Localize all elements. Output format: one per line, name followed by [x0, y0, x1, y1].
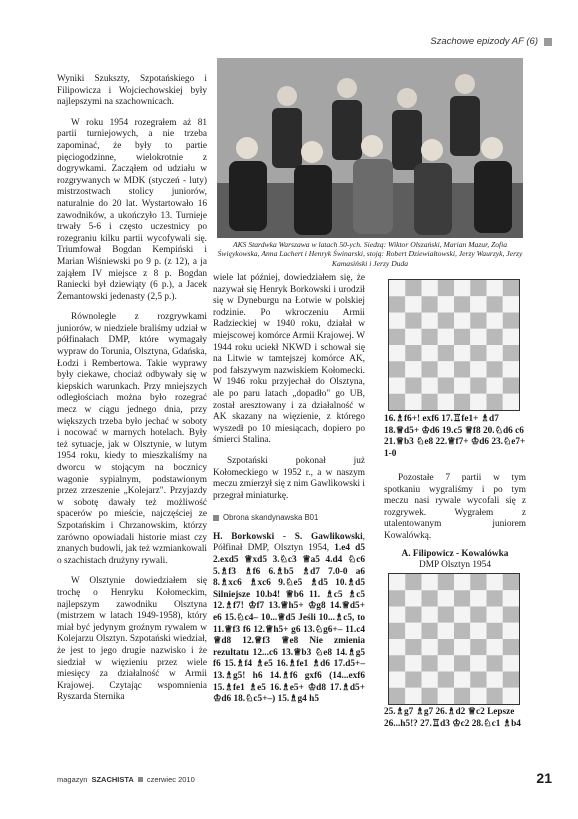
board-square — [470, 639, 486, 655]
footer-date: czerwiec 2010 — [146, 775, 195, 784]
board-square — [454, 329, 470, 345]
board-square — [389, 672, 405, 688]
board-square — [470, 345, 486, 361]
board-square — [487, 672, 503, 688]
board-square — [454, 345, 470, 361]
board-square — [487, 574, 503, 590]
board-square — [487, 688, 503, 704]
board-square — [438, 313, 454, 329]
board-square — [405, 394, 421, 410]
board-square — [389, 313, 405, 329]
header-square-icon — [544, 38, 552, 46]
board-square — [389, 688, 405, 704]
column-1 — [57, 74, 207, 713]
board-square — [389, 639, 405, 655]
board-square — [389, 329, 405, 345]
board-square — [389, 590, 405, 606]
board-square — [422, 394, 438, 410]
board-square — [503, 345, 519, 361]
board-square — [503, 672, 519, 688]
board-square — [438, 623, 454, 639]
board-square — [438, 280, 454, 296]
board-square — [454, 607, 470, 623]
header-title: Szachowe epizody AF (6) — [430, 36, 538, 47]
board-square — [438, 345, 454, 361]
board-square — [454, 280, 470, 296]
board-square — [422, 345, 438, 361]
board-square — [438, 378, 454, 394]
board-square — [503, 394, 519, 410]
board-square — [422, 607, 438, 623]
board-square — [438, 639, 454, 655]
board-square — [487, 590, 503, 606]
board-square — [405, 378, 421, 394]
opening-name: Obrona skandynawska B01 — [223, 513, 319, 523]
photo-caption: AKS Stardwka Warszawa w latach 50-ych. Siedzą: Wiktor Olszański, Marian Mazur, Zofia Święykowska, Anna Lachert i Henryk Świnarski, stoją: Robert Dziewiałtowski, Jerzy Waurzyk, Jerzy Kamasiński i Jerzy Duda — [217, 240, 523, 268]
board-square — [470, 590, 486, 606]
team-photo-image — [217, 58, 523, 238]
board-square — [470, 607, 486, 623]
paragraph: Równolegle z rozgrywkami juniorów, w niedziele braliśmy udział w półfinałach DMP, które wymagały wypraw do Torunia, Olsztyna, Gdańska, Łodzi i Rembertowa. Takie wyprawy były ciekawe, chociaż odbywały się w kiepskich warunkach. Przy mniejszych odległościach można było rozegrać mecz w ciągu jednego dnia, przy większych trzeba było jechać w soboty i nocować w marnych hotelach. Były też sytuacje, jak w Olsztynie, w lutym 1954 roku, kiedy to mieszkaliśmy na dworcu w stojącym na bocznicy wagonie sypialnym, podstawionym przez zrzeszenie „Kolejarz". Przyjazdy w sobotę dawały też możliwość spacerów po mieście, najczęściej ze Szpotańskim i Chrzanowskim, którzy zarówno opowiadali historie miast czy znanych budowli, jak też wzmiankowali o szachistach drużyny rywali. — [57, 312, 207, 566]
opening-label — [213, 512, 365, 524]
board-square — [470, 361, 486, 377]
board-square — [438, 688, 454, 704]
board-square — [422, 313, 438, 329]
board-square — [503, 639, 519, 655]
board-square — [470, 672, 486, 688]
footer-magazine-name: SZACHISTA — [91, 775, 134, 784]
page-number: 21 — [536, 770, 552, 786]
board-square — [487, 361, 503, 377]
board-square — [487, 639, 503, 655]
board-square — [454, 574, 470, 590]
board-square — [405, 623, 421, 639]
board-square — [422, 688, 438, 704]
board-square — [438, 296, 454, 312]
board-square — [389, 607, 405, 623]
board-square — [470, 296, 486, 312]
board-square — [487, 313, 503, 329]
board-square — [438, 574, 454, 590]
board-square — [503, 688, 519, 704]
board-square — [503, 313, 519, 329]
board-square — [405, 329, 421, 345]
board-square — [405, 574, 421, 590]
board-square — [422, 329, 438, 345]
board-square — [454, 672, 470, 688]
game-2-title: A. Filipowicz - Kowalówka — [401, 548, 509, 559]
board-square — [454, 296, 470, 312]
team-photo — [217, 58, 523, 238]
board-square — [438, 329, 454, 345]
board-square — [438, 655, 454, 671]
board-square — [487, 296, 503, 312]
board-square — [389, 345, 405, 361]
board-square — [454, 378, 470, 394]
board-square — [470, 280, 486, 296]
board-square — [405, 655, 421, 671]
board-square — [487, 378, 503, 394]
board-square — [503, 361, 519, 377]
board-square — [503, 296, 519, 312]
board-square — [438, 394, 454, 410]
board-square — [438, 672, 454, 688]
board-square — [405, 345, 421, 361]
opening-square-icon — [213, 515, 219, 521]
board-square — [503, 607, 519, 623]
board-square — [454, 394, 470, 410]
paragraph: Pozostałe 7 partii w tym spotkaniu wygraliśmy i po tym meczu nasi rywale wycofali się z rozgrywek. Wygrałem z utalentowanym juniorem Kowalówką. — [384, 473, 526, 541]
board-square — [503, 590, 519, 606]
board-square — [503, 329, 519, 345]
board-square — [470, 378, 486, 394]
game-2-event: DMP Olsztyn 1954 — [419, 560, 491, 571]
board-square — [405, 688, 421, 704]
board-square — [454, 639, 470, 655]
paragraph: Szpotański pokonał już Kołomeckiego w 1952 r., a w naszym meczu zmierzył się z nim Gawlikowski i przegrał miniaturkę. — [213, 455, 365, 501]
board-square — [405, 280, 421, 296]
board-square — [438, 590, 454, 606]
board-square — [487, 280, 503, 296]
board-square — [405, 313, 421, 329]
paragraph: Wyniki Szukszty, Szpotańskiego i Filipowicza i Wojciechowskiej były najlepszymi na szachownicach. — [57, 74, 207, 108]
board-square — [389, 574, 405, 590]
board-square — [389, 280, 405, 296]
board-square — [487, 345, 503, 361]
board-square — [405, 607, 421, 623]
board-square — [405, 296, 421, 312]
board-square — [503, 655, 519, 671]
board-square — [503, 378, 519, 394]
game-1-moves: 1.e4 d5 2.exd5 ♕xd5 3.♘c3 ♕a5 4.d4 ♘c6 5.♗f3 ♗f6 6.♗b5 ♗d7 7.0-0 a6 8.♗xc6 ♗xc6 9.♘e5 ♗d5 10.♗d5 Silniejsze 10.b4! ♕b6 11. ♗c5 ♗c5 12.♗f7! ♔f7 13.♕h5+ ♔g8 14.♕d5+ e6 15.♘c4– 10...♕d5 Jeśli 10...♗c5, to 11.♕f3 f6 12.♕h5+ g6 13.♘g6+– 11.c4 ♕d8 12.♕f3 ♕e8 Nie zmienia rezultatu 12...c6 13.♕b3 ♘e8 14.♗g5 f6 15.♗f4 ♗e5 16.♗fe1 ♗d6 17.d5+– 13.♗g5! h6 14.♗f6 gxf6 (14...exf6 15.♗fe1 ♗e5 16.♗e5+ ♔d8 17.♗d5+ ♔d6 18.♘c5+–) 15.♗g4 h5 — [213, 543, 365, 705]
chessboard-1-svg — [389, 280, 519, 410]
board-square — [454, 361, 470, 377]
board-square — [389, 623, 405, 639]
board-square — [422, 574, 438, 590]
board-square — [470, 394, 486, 410]
board-square — [389, 394, 405, 410]
board-square — [470, 313, 486, 329]
board-square — [470, 688, 486, 704]
board-square — [470, 623, 486, 639]
board-square — [422, 590, 438, 606]
board-square — [454, 623, 470, 639]
board-square — [454, 590, 470, 606]
board-square — [422, 296, 438, 312]
board-square — [454, 688, 470, 704]
column-3-text — [384, 473, 526, 572]
chess-diagram-2 — [388, 573, 520, 705]
board-square — [422, 655, 438, 671]
board-1-moves: 16.♗f6+! exf6 17.♖fe1+ ♗d7 18.♕d5+ ♔d6 19.c5 ♕f8 20.♘d6 c6 21.♕b3 ♘e8 22.♕f7+ ♔d6 23.♘e7+ 1-0 — [384, 414, 526, 459]
paragraph: wiele lat później, dowiedziałem się, że nazywał się Henryk Borkowski i urodził się w Dyneburgu na Łotwie w polskiej rodzinie. Po wkroczeniu Armii Radzieckiej w 1940 roku, działał w miejscowej komórce Armii Krajowej. W 1944 roku uciekł NKWD i schował się na Litwie w tamtejszej komórce AK, pod fałszywym nazwiskiem Kołomecki. W 1946 roku przyjechał do Olsztyna, ale po paru latach „dopadło" go UB, został aresztowany i za działalność w AK skazany na więzienie, z którego wyszedł po 10 miesiącach, dopiero po śmierci Stalina. — [213, 273, 365, 446]
board-square — [438, 361, 454, 377]
board-square — [454, 313, 470, 329]
footer — [57, 775, 195, 784]
board-square — [487, 329, 503, 345]
board-square — [487, 655, 503, 671]
board-square — [389, 655, 405, 671]
board-square — [422, 378, 438, 394]
board-square — [487, 607, 503, 623]
board-2-moves: 25.♗g7 ♗g7 26.♗d2 ♕c2 Lepsze 26...h5!? 27.♖d3 ♔c2 28.♘c1 ♗b4 — [384, 707, 521, 729]
board-square — [422, 361, 438, 377]
game-1-text — [213, 532, 365, 706]
board-square — [389, 296, 405, 312]
board-square — [405, 639, 421, 655]
board-square — [470, 574, 486, 590]
board-square — [503, 623, 519, 639]
game-1-event: , Półfinał DMP, Olsztyn 1954, — [213, 531, 365, 554]
chessboard-2-svg — [389, 574, 519, 704]
board-square — [503, 574, 519, 590]
board-square — [454, 655, 470, 671]
board-square — [422, 639, 438, 655]
board-square — [422, 623, 438, 639]
board-square — [389, 361, 405, 377]
board-square — [503, 280, 519, 296]
paragraph: W roku 1954 rozegrałem aż 81 partii turniejowych, a nie trzeba zapominać, że były to partie pięciogodzinne, wielokrotnie z dogrywkami. Zacząłem od udziału w rozgrywanych w MDK (styczeń - luty) mistrzostwach stolicy juniorów, naturalnie do 20 lat. Wystartowało 16 zawodników, a ukończyło 13. Turnieje trwały 5-6 i często uczestnicy po rozegraniu kilku partii wycofywali się. Triumfował Bogdan Kempiński i Marian Wiśniewski po 9 p. (z 12), a ja zająłem IV miejsce z 8 p. Bogdan Raniecki był dziewiąty (6 p.), a Jacek Żemantowski jedenasty (2,5 p.). — [57, 117, 207, 302]
board-square — [405, 590, 421, 606]
board-square — [405, 672, 421, 688]
board-square — [422, 280, 438, 296]
board-square — [470, 329, 486, 345]
footer-magazine: magazyn — [57, 775, 88, 784]
board-square — [405, 361, 421, 377]
game-1-header: H. Borkowski - S. Gawlikowski — [213, 531, 363, 542]
board-square — [422, 672, 438, 688]
board-square — [487, 394, 503, 410]
board-square — [470, 655, 486, 671]
board-square — [438, 607, 454, 623]
footer-square-icon — [138, 777, 143, 782]
board-square — [389, 378, 405, 394]
board-square — [487, 623, 503, 639]
chess-diagram-1 — [388, 279, 520, 411]
running-header — [430, 36, 552, 47]
column-2 — [213, 273, 365, 715]
paragraph: W Olsztynie dowiedziałem się trochę o Henryku Kołomeckim, najlepszym zawodniku Olsztyna (mistrzem w latach 1949-1958), który miał być jedynym groźnym rywalem w Kolejarzu Olsztyn. Szpotański wiedział, że jest to jego drugie nazwisko i że siedział w więzieniu przez wiele miesięcy za działalność w Armii Krajowej. Czytając wspomnienia Ryszarda Sternika — [57, 576, 207, 703]
